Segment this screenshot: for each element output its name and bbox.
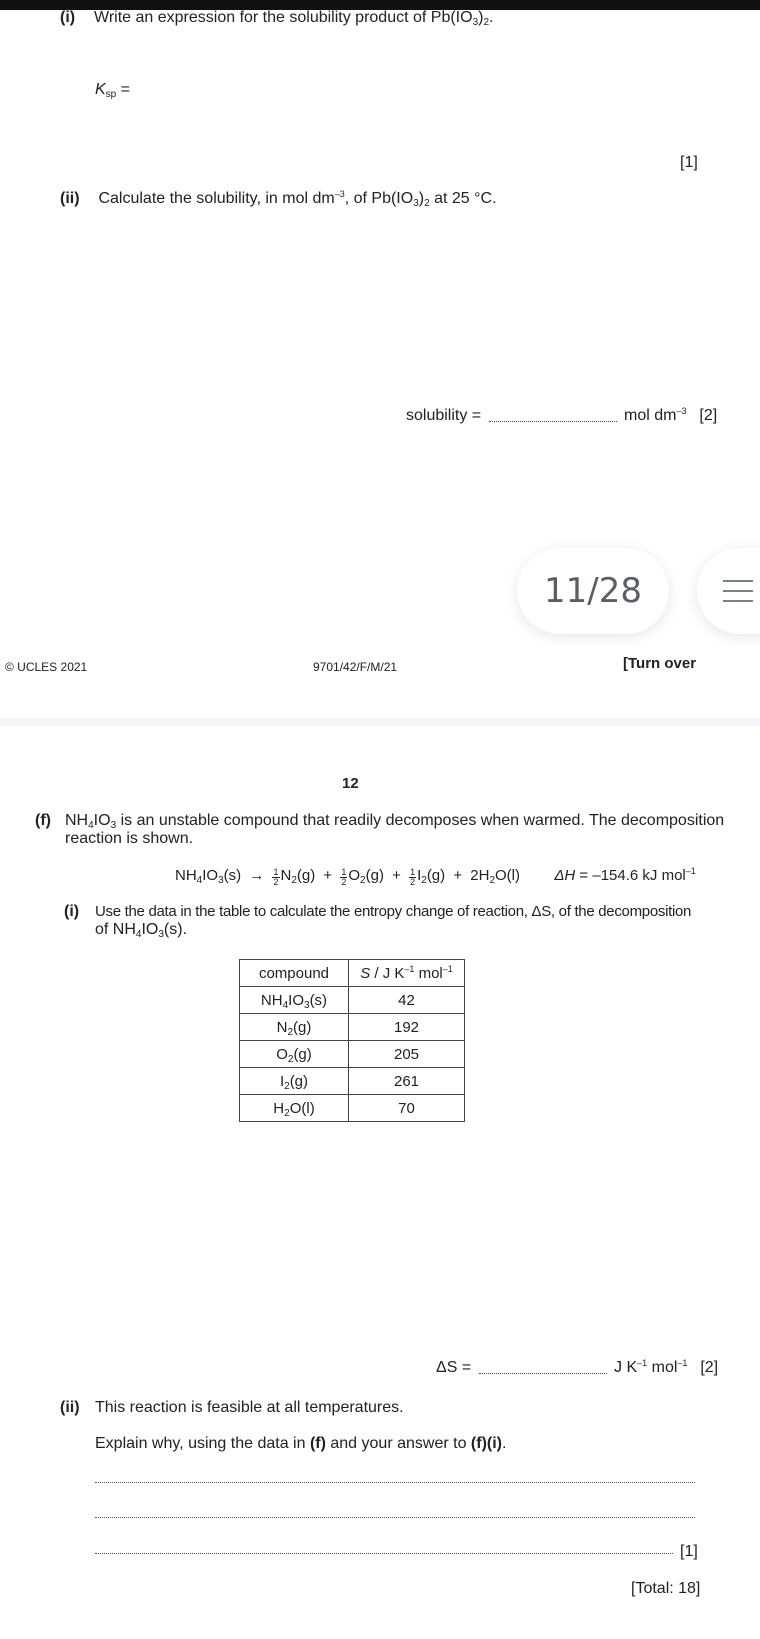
page-indicator[interactable]: 11/28	[517, 548, 669, 634]
entropy-data-table	[239, 959, 465, 1122]
question-f-i-line1: Use the data in the table to calculate the entropy change of reaction, ΔS, of the decomposition	[95, 903, 692, 920]
marks-e-ii: [2]	[699, 407, 718, 424]
question-f-ii-line1: This reaction is feasible at all temperatures.	[95, 1399, 404, 1416]
table-header-row	[240, 960, 465, 987]
footer-turn-over: [Turn over	[623, 655, 697, 672]
table-row: $I_2(g)$ 261	[240, 1068, 465, 1095]
question-f-i-line2: of $NH_4IO_3(s)$.	[95, 921, 188, 940]
footer-copyright: © UCLES 2021	[5, 660, 88, 674]
hamburger-menu-icon[interactable]	[697, 548, 760, 634]
question-e-i: (i) Write an expression for the solubility product of $Pb(IO_3)_2$.	[60, 9, 494, 28]
decomposition-equation: $NH_4IO_3(s)$ → $\frac{1}{2}$ $N_2(g)$ + $\frac{1}{2}$ $O_2(g)$ + $\frac{1}{2}$ $I_2(g) + 2H_2O(l) \Delta H = -154.6$ kJ mol$^{-1}$	[175, 866, 696, 887]
question-e-ii: (ii) Calculate the solubility, in mol $dm^{-3}$, of $Pb(IO_3)_2$ at 25 °C.	[60, 189, 497, 209]
question-f-i-label: (i)	[64, 903, 80, 920]
table-row: $NH_4IO_3(s)$ 42	[240, 987, 465, 1014]
column-header-compound: compound	[240, 960, 349, 987]
page-separator	[0, 718, 760, 726]
table-row: $O_2(g)$ 205	[240, 1041, 465, 1068]
answer-line[interactable]	[95, 1481, 695, 1483]
answer-line[interactable]	[95, 1516, 695, 1518]
marks-e-i: [1]	[680, 154, 698, 171]
solubility-answer-line[interactable]: solubility = mol $dm^{-3}$ [2]	[406, 406, 718, 424]
table-row: $N_2(g)$ 192	[240, 1014, 465, 1041]
question-f-text-line1: $NH_4IO_3$ is an unstable compound that readily decomposes when warmed. The decomposition	[65, 812, 725, 831]
page-number: 12	[342, 775, 359, 792]
marks-f-ii: [1]	[680, 1543, 698, 1560]
footer-paper-code: 9701/42/F/M/21	[313, 660, 398, 674]
marks-f-i: [2]	[700, 1359, 719, 1376]
question-f-ii-label: (ii)	[60, 1399, 80, 1416]
total-marks: [Total: 18]	[631, 1580, 701, 1597]
answer-line[interactable]	[95, 1552, 673, 1554]
question-f-text-line2: reaction is shown.	[65, 830, 194, 847]
delta-s-answer-line[interactable]: ΔS = J $K^{-1}$ mol$^{-1}$ [2]	[436, 1358, 719, 1376]
ksp-expression-label: $K_{sp}$ =	[95, 81, 131, 100]
table-row: $H_2O(l)$ 70	[240, 1095, 465, 1122]
question-f-label: (f)	[35, 812, 51, 829]
question-f-ii-line2: Explain why, using the data in (f) and your answer to (f)(i).	[95, 1435, 507, 1452]
column-header-entropy: S / J $K^{-1}$ mol$^{-1}$	[349, 960, 465, 987]
